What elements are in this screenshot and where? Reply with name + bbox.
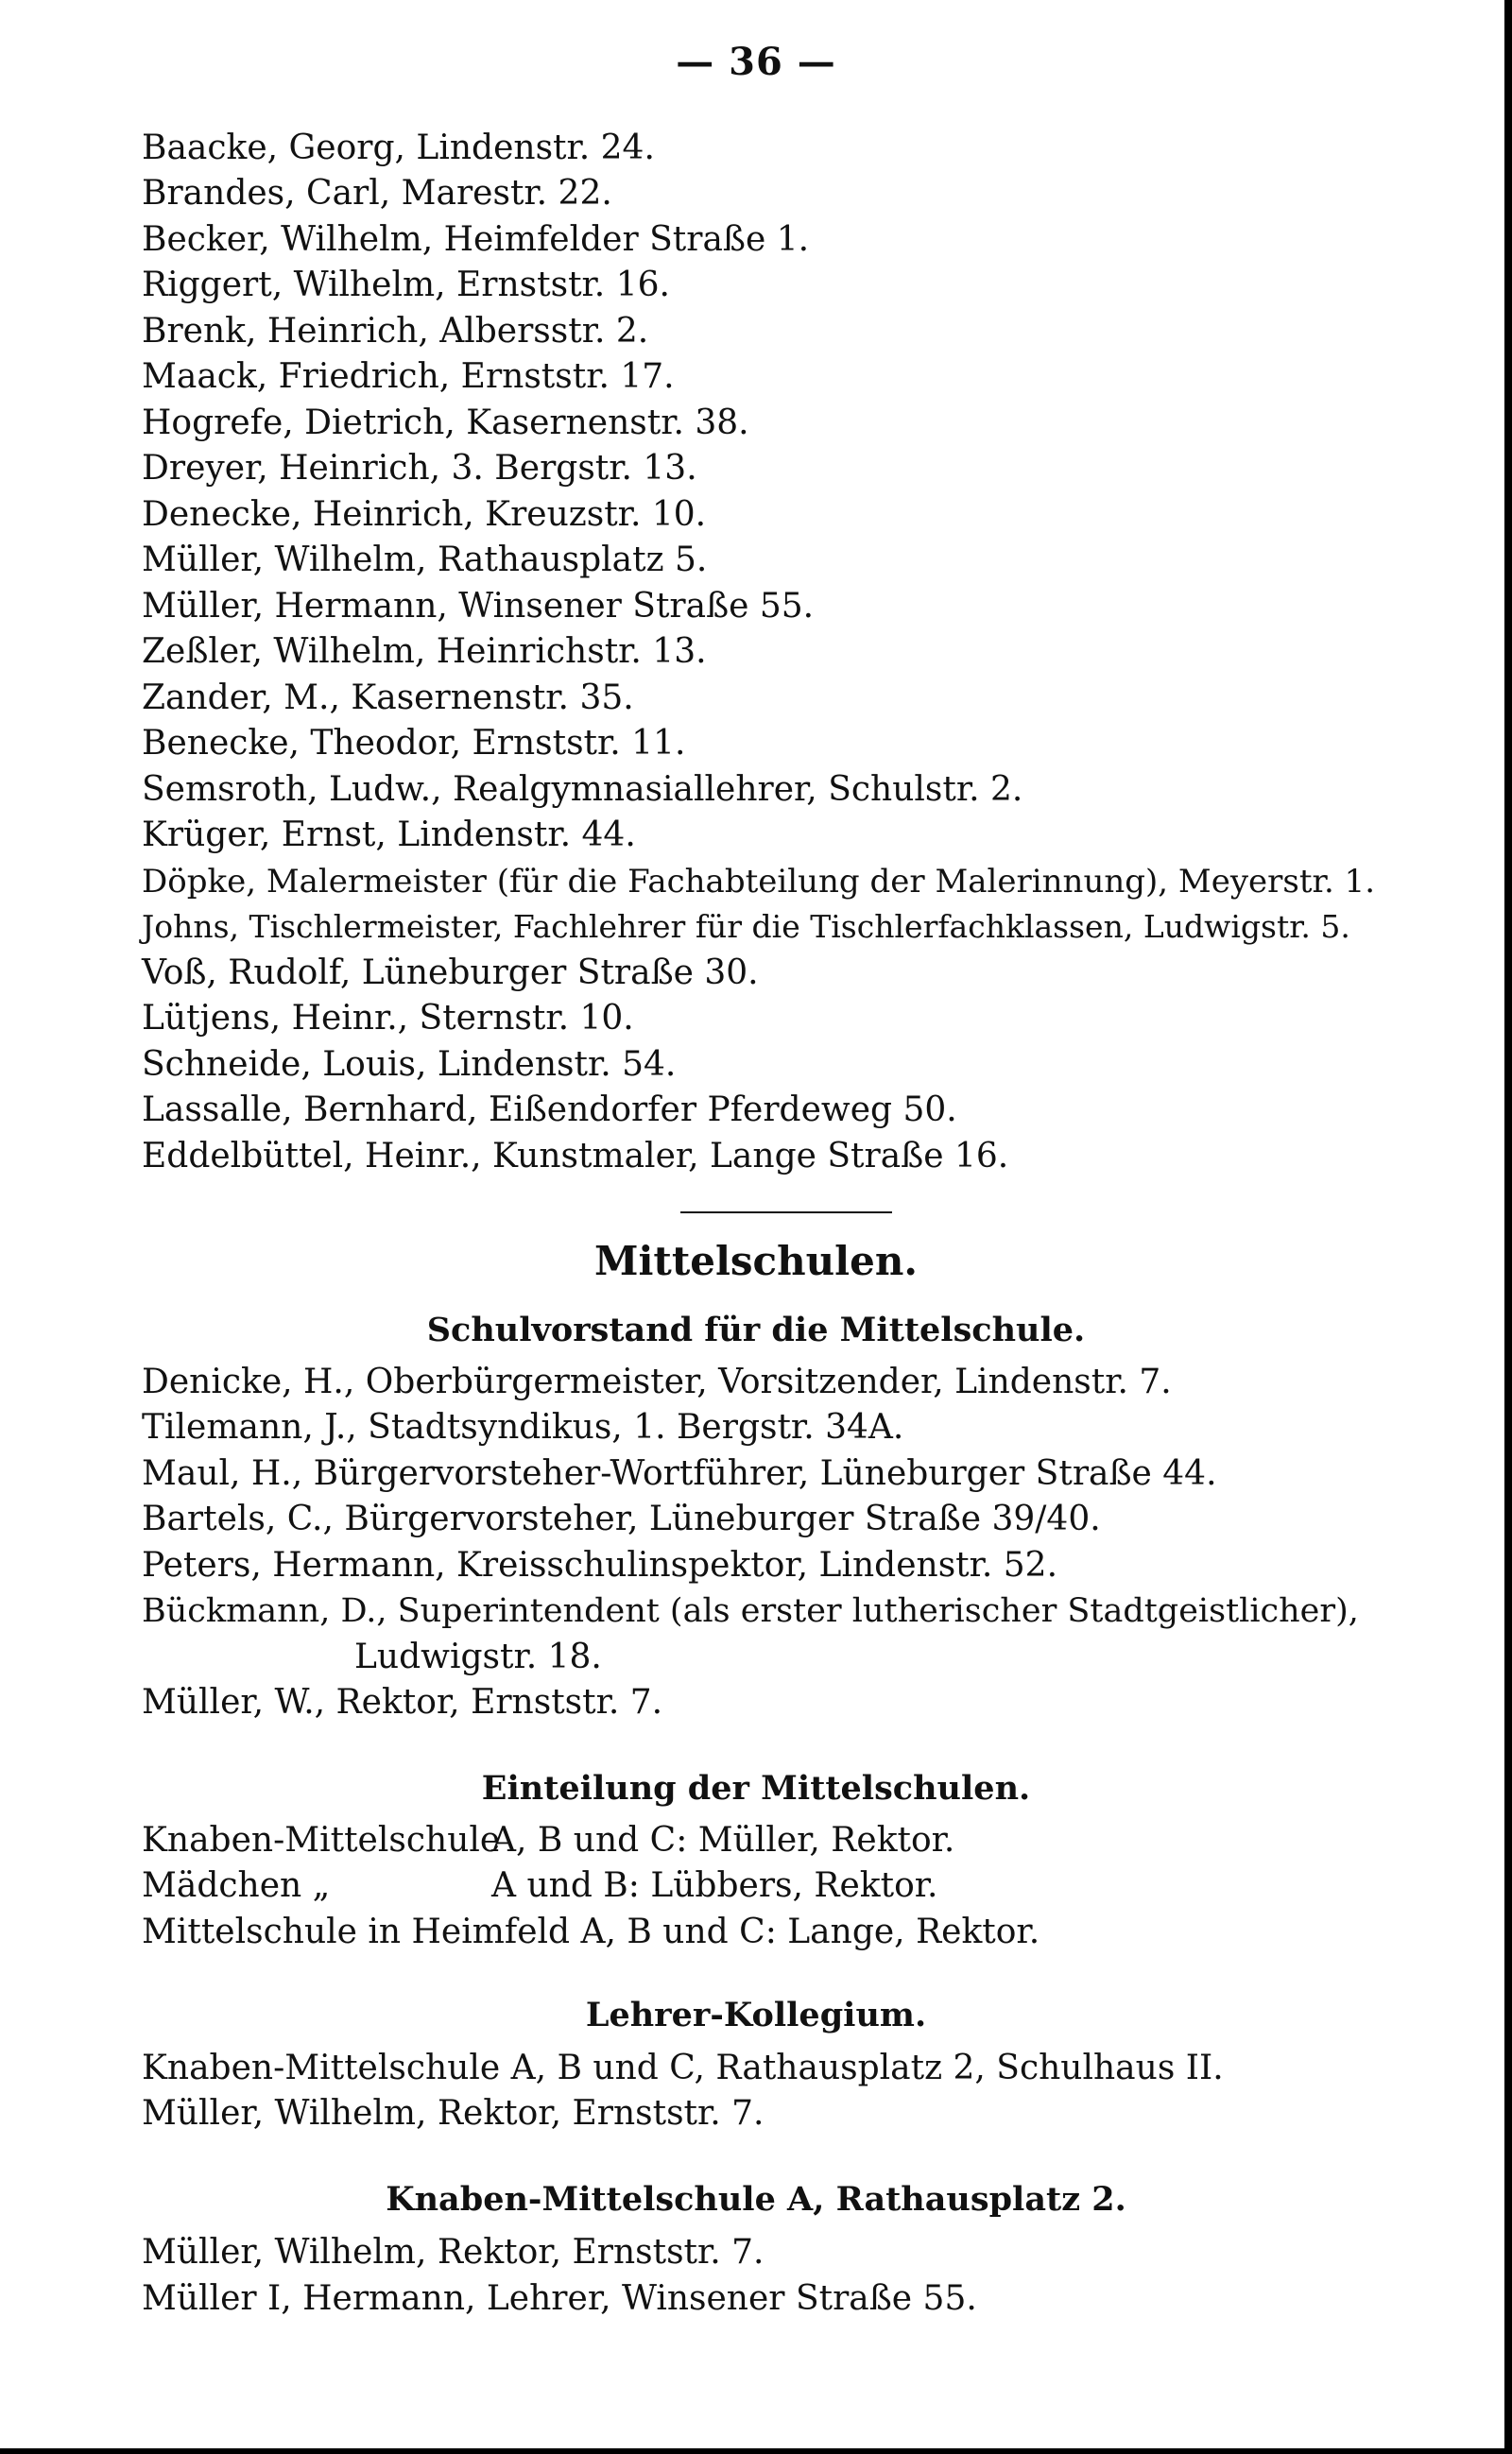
board-heading: Schulvorstand für die Mittelschule. bbox=[426, 1311, 1086, 1349]
directory-entry: Müller, Wilhelm, Rathausplatz 5. bbox=[142, 541, 708, 579]
teacher-entry: Müller I, Hermann, Lehrer, Winsener Straße 55. bbox=[142, 2279, 977, 2318]
board-member-continuation: Ludwigstr. 18. bbox=[354, 1638, 602, 1676]
directory-entry: Benecke, Theodor, Ernststr. 11. bbox=[142, 724, 686, 763]
page-number: — 36 — bbox=[676, 40, 836, 84]
division-classes: A, B und C: Müller, Rektor. bbox=[491, 1821, 955, 1860]
board-member: Bückmann, D., Superintendent (als erster lutherischer Stadtgeistlicher), bbox=[142, 1592, 1359, 1630]
division-school: Mädchen „ bbox=[142, 1866, 331, 1905]
directory-entry: Brenk, Heinrich, Albersstr. 2. bbox=[142, 312, 649, 351]
directory-entry: Voß, Rudolf, Lüneburger Straße 30. bbox=[142, 953, 759, 992]
directory-entry: Krüger, Ernst, Lindenstr. 44. bbox=[142, 815, 636, 854]
board-member: Tilemann, J., Stadtsyndikus, 1. Bergstr. 34A. bbox=[142, 1408, 904, 1447]
division-classes: A und B: Lübbers, Rektor. bbox=[491, 1866, 938, 1905]
directory-entry: Brandes, Carl, Marestr. 22. bbox=[142, 174, 612, 213]
board-member: Müller, W., Rektor, Ernststr. 7. bbox=[142, 1683, 663, 1722]
teacher-entry: Müller, Wilhelm, Rektor, Ernststr. 7. bbox=[142, 2233, 765, 2272]
division-heading: Einteilung der Mittelschulen. bbox=[481, 1769, 1031, 1808]
directory-entry: Johns, Tischlermeister, Fachlehrer für die Tischlerfachklassen, Ludwigstr. 5. bbox=[142, 908, 1350, 945]
division-school: Knaben-Mittelschule bbox=[142, 1821, 501, 1860]
directory-entry: Müller, Hermann, Winsener Straße 55. bbox=[142, 587, 815, 626]
directory-entry: Lütjens, Heinr., Sternstr. 10. bbox=[142, 999, 634, 1038]
staff-heading: Lehrer-Kollegium. bbox=[585, 1996, 927, 2034]
directory-entry: Zander, M., Kasernenstr. 35. bbox=[142, 678, 634, 717]
board-member: Maul, H., Bürgervorsteher-Wortführer, Lüneburger Straße 44. bbox=[142, 1454, 1217, 1493]
directory-entry: Baacke, Georg, Lindenstr. 24. bbox=[142, 129, 655, 167]
board-member: Peters, Hermann, Kreisschulinspektor, Lindenstr. 52. bbox=[142, 1546, 1058, 1585]
school-a-heading: Knaben-Mittelschule A, Rathausplatz 2. bbox=[386, 2180, 1126, 2219]
scan-edge-right bbox=[1504, 0, 1512, 2454]
section-title: Mittelschulen. bbox=[593, 1238, 919, 1284]
directory-entry: Döpke, Malermeister (für die Fachabteilung der Malerinnung), Meyerstr. 1. bbox=[142, 863, 1376, 901]
staff-line: Knaben-Mittelschule A, B und C, Rathausplatz 2, Schulhaus II. bbox=[142, 2049, 1224, 2087]
directory-entry: Eddelbüttel, Heinr., Kunstmaler, Lange Straße 16. bbox=[142, 1137, 1009, 1176]
directory-entry: Hogrefe, Dietrich, Kasernenstr. 38. bbox=[142, 403, 749, 442]
directory-entry: Semsroth, Ludw., Realgymnasiallehrer, Schulstr. 2. bbox=[142, 770, 1023, 809]
division-row: Mittelschule in Heimfeld A, B und C: Lange, Rektor. bbox=[142, 1913, 1040, 1951]
directory-entry: Lassalle, Bernhard, Eißendorfer Pferdeweg 50. bbox=[142, 1090, 957, 1129]
board-member: Denicke, H., Oberbürgermeister, Vorsitzender, Lindenstr. 7. bbox=[142, 1363, 1172, 1401]
directory-entry: Denecke, Heinrich, Kreuzstr. 10. bbox=[142, 495, 707, 534]
directory-entry: Becker, Wilhelm, Heimfelder Straße 1. bbox=[142, 220, 810, 259]
scan-edge-bottom bbox=[0, 2448, 1512, 2454]
directory-entry: Riggert, Wilhelm, Ernststr. 16. bbox=[142, 266, 670, 304]
directory-entry: Schneide, Louis, Lindenstr. 54. bbox=[142, 1045, 677, 1084]
board-member: Bartels, C., Bürgervorsteher, Lüneburger Straße 39/40. bbox=[142, 1500, 1101, 1538]
section-divider bbox=[680, 1211, 892, 1213]
directory-entry: Maack, Friedrich, Ernststr. 17. bbox=[142, 357, 675, 396]
staff-line: Müller, Wilhelm, Rektor, Ernststr. 7. bbox=[142, 2094, 765, 2133]
directory-entry: Zeßler, Wilhelm, Heinrichstr. 13. bbox=[142, 632, 707, 671]
directory-entry: Dreyer, Heinrich, 3. Bergstr. 13. bbox=[142, 449, 697, 488]
